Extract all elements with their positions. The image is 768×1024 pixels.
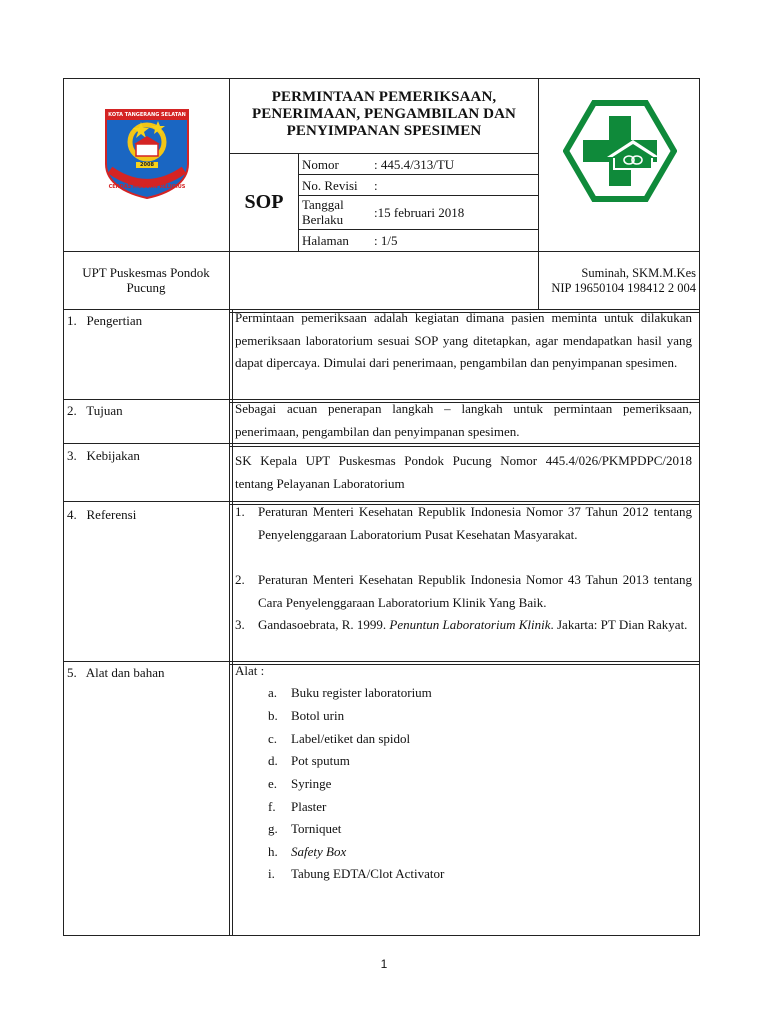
alat-item: Syringe: [291, 776, 332, 791]
page-number: 1: [380, 957, 388, 971]
alat-item: Label/etiket dan spidol: [291, 731, 411, 746]
emblem-motto: CERDAS MODERN RELIGIUS: [108, 184, 186, 190]
referensi-number: 1.: [235, 504, 245, 519]
alat-item: Torniquet: [291, 821, 342, 836]
meta-label-halaman: Halaman: [302, 233, 349, 248]
referensi-item: Peraturan Menteri Kesehatan Republik Indonesia Nomor 43 Tahun 2013 tentang Cara Penyelenggaraan Laboratorium Klinik Yang Baik.: [258, 572, 692, 610]
alat-item: Safety Box: [291, 844, 347, 859]
alat-item: Tabung EDTA/Clot Activator: [291, 866, 445, 881]
institution-name: UPT Puskesmas Pondok Pucung: [82, 265, 210, 295]
referensi-number: 3.: [235, 617, 245, 632]
meta-value-tanggal: :15 februari 2018: [374, 205, 465, 220]
alat-item: Pot sputum: [291, 753, 350, 768]
alat-letter: a.: [268, 685, 278, 700]
document-title: PERMINTAAN PEMERIKSAAN, PENERIMAAN, PENGAMBILAN DAN PENYIMPANAN SPESIMEN: [252, 89, 516, 139]
meta-value-nomor: : 445.4/313/TU: [374, 157, 455, 172]
alat-letter: e.: [268, 776, 278, 791]
referensi-item: [258, 614, 692, 637]
alat-letter: i.: [268, 866, 275, 881]
referensi-book-title: Penuntun Laboratorium Klinik: [389, 617, 551, 632]
referensi-number: 2.: [235, 572, 245, 587]
alat-letter: c.: [268, 731, 278, 746]
alat-letter: f.: [268, 799, 276, 814]
alat-letter: h.: [268, 844, 278, 859]
alat-item: Plaster: [291, 799, 327, 814]
section-label-pengertian: 1. Pengertian: [67, 313, 143, 328]
section-text-tujuan: Sebagai acuan penerapan langkah – langkah untuk permintaan pemeriksaan, penerimaan, pengambilan dan penyimpanan spesimen.: [235, 401, 692, 439]
emblem-year: 2008: [140, 162, 154, 168]
section-label-referensi: 4. Referensi: [67, 507, 137, 522]
alat-letter: g.: [268, 821, 278, 836]
referensi-author: Gandasoebrata, R. 1999.: [258, 617, 390, 632]
city-emblem-logo: [96, 104, 198, 200]
section-text-pengertian: Permintaan pemeriksaan adalah kegiatan dimana pasien meminta untuk dilakukan pemeriksaan laboratorium sesuai SOP yang ditetapkan, agar mendapatkan hasil yang dapat dipercaya. Dimulai dari penerimaan, pengambilan dan penyimpanan spesimen.: [235, 310, 692, 370]
meta-value-revisi: :: [374, 178, 378, 193]
alat-heading: Alat :: [235, 663, 265, 678]
section-label-kebijakan: 3. Kebijakan: [67, 448, 140, 463]
meta-value-halaman: : 1/5: [374, 233, 398, 248]
section-label-alat: 5. Alat dan bahan: [67, 665, 165, 680]
emblem-banner: KOTA TANGERANG SELATAN: [108, 112, 186, 118]
puskesmas-logo: [563, 100, 677, 202]
meta-label-revisi: No. Revisi: [302, 178, 358, 193]
signatory-nip: NIP 19650104 198412 2 004: [551, 281, 696, 295]
sop-label: SOP: [244, 191, 284, 213]
alat-item: Botol urin: [291, 708, 345, 723]
section-label-tujuan: 2. Tujuan: [67, 403, 123, 418]
meta-label-tanggal: Tanggal Berlaku: [302, 197, 344, 227]
alat-item: Buku register laboratorium: [291, 685, 432, 700]
alat-letter: b.: [268, 708, 278, 723]
alat-letter: d.: [268, 753, 278, 768]
signatory-name: Suminah, SKM.M.Kes: [581, 266, 696, 280]
meta-label-nomor: Nomor: [302, 157, 339, 172]
referensi-item: Peraturan Menteri Kesehatan Republik Indonesia Nomor 37 Tahun 2012 tentang Penyelenggaraan Laboratorium Pusat Kesehatan Masyarakat.: [258, 504, 692, 542]
section-text-kebijakan: SK Kepala UPT Puskesmas Pondok Pucung Nomor 445.4/026/PKMPDPC/2018 tentang Pelayanan Laboratorium: [235, 453, 692, 491]
referensi-publisher: . Jakarta: PT Dian Rakyat.: [550, 617, 688, 632]
